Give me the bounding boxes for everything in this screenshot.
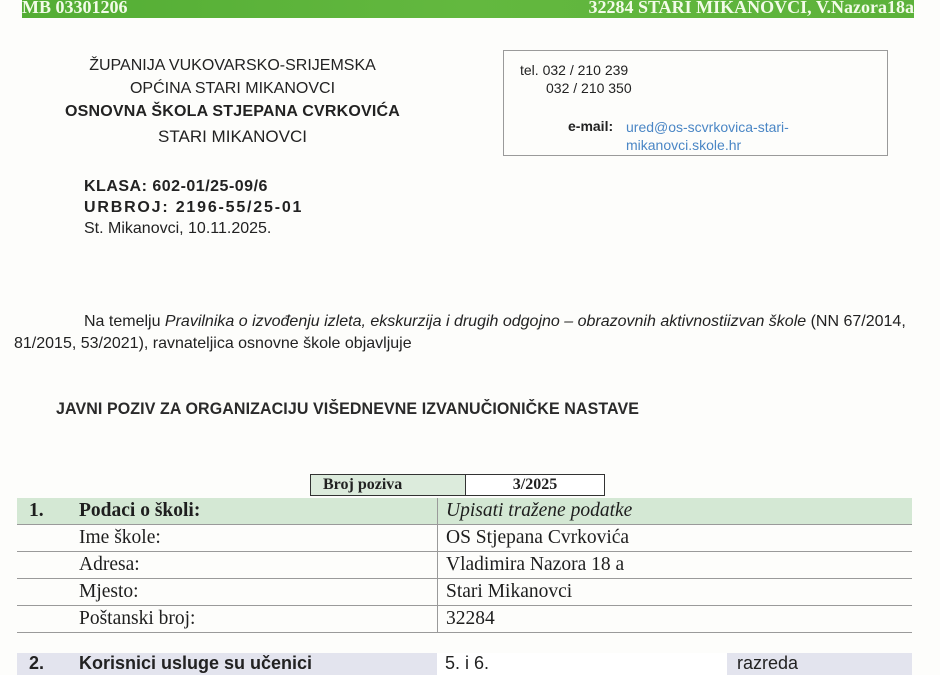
row-label: Mjesto: [79,579,438,606]
section-1-header [17,498,912,525]
email-link[interactable]: ured@os-scvrkovica-stari-mikanovci.skole.hr [626,119,789,153]
school-name: OSNOVNA ŠKOLA STJEPANA CVRKOVIĆA [64,103,401,120]
phone-number-1: 032 / 210 239 [542,62,629,78]
reference-block [84,176,303,239]
contact-box [503,50,888,156]
organization-block [60,54,405,148]
section-hint: Upisati tražene podatke [438,498,913,525]
place-date: St. Mikanovci, 10.11.2025. [84,220,272,237]
school-address: 32284 STARI MIKANOVCI, V.Nazora18a [588,0,914,17]
intro-paragraph [14,311,914,355]
call-number-value: 3/2025 [465,474,605,496]
municipality-name: OPĆINA STARI MIKANOVCI [129,80,336,97]
call-number-label: Broj poziva [310,474,465,496]
klasa: KLASA: 602-01/25-09/6 [84,178,268,195]
section-number: 1. [17,498,79,525]
school-data-table [17,498,912,633]
grades-suffix: razreda [727,653,912,675]
email-label: e-mail: [568,118,614,134]
phone-number-2: 032 / 210 350 [546,80,632,96]
section-label: Korisnici usluge su učenici [79,653,313,673]
grades-value: 5. i 6. [437,653,727,675]
school-town: STARI MIKANOVCI [158,127,307,146]
section-label: Podaci o školi: [79,498,438,525]
intro-tail: (NN 67/2014, 81/2015, 53/2021), ravnateljica osnovne škole objavljuje [14,313,906,352]
phone-label: tel. [520,62,539,78]
row-value: OS Stjepana Cvrkovića [438,525,913,552]
regulation-title: Pravilnika o izvođenju izleta, ekskurzija i drugih odgojno – obrazovnih aktivnostiizvan škole [164,313,807,330]
urbroj: URBROJ: 2196-55/25-01 [84,199,304,216]
row-value: 32284 [438,606,913,633]
intro-lead: Na temelju [84,313,165,330]
letterhead-bar [22,0,914,18]
document-title: JAVNI POZIV ZA ORGANIZACIJU VIŠEDNEVNE IZVANUČIONIČKE NASTAVE [56,400,640,418]
registration-number: MB 03301206 [22,0,128,17]
table-row [17,606,912,633]
county-name: ŽUPANIJA VUKOVARSKO-SRIJEMSKA [89,57,376,74]
section-2-row [17,653,912,675]
table-row [17,525,912,552]
phone-primary [520,61,628,80]
call-number-box [310,474,605,496]
table-row [17,579,912,606]
row-value: Vladimira Nazora 18 a [438,552,913,579]
section-number: 2. [29,653,45,673]
row-label: Adresa: [79,552,438,579]
row-label: Poštanski broj: [79,606,438,633]
row-label: Ime škole: [79,525,438,552]
table-row [17,552,912,579]
row-value: Stari Mikanovci [438,579,913,606]
